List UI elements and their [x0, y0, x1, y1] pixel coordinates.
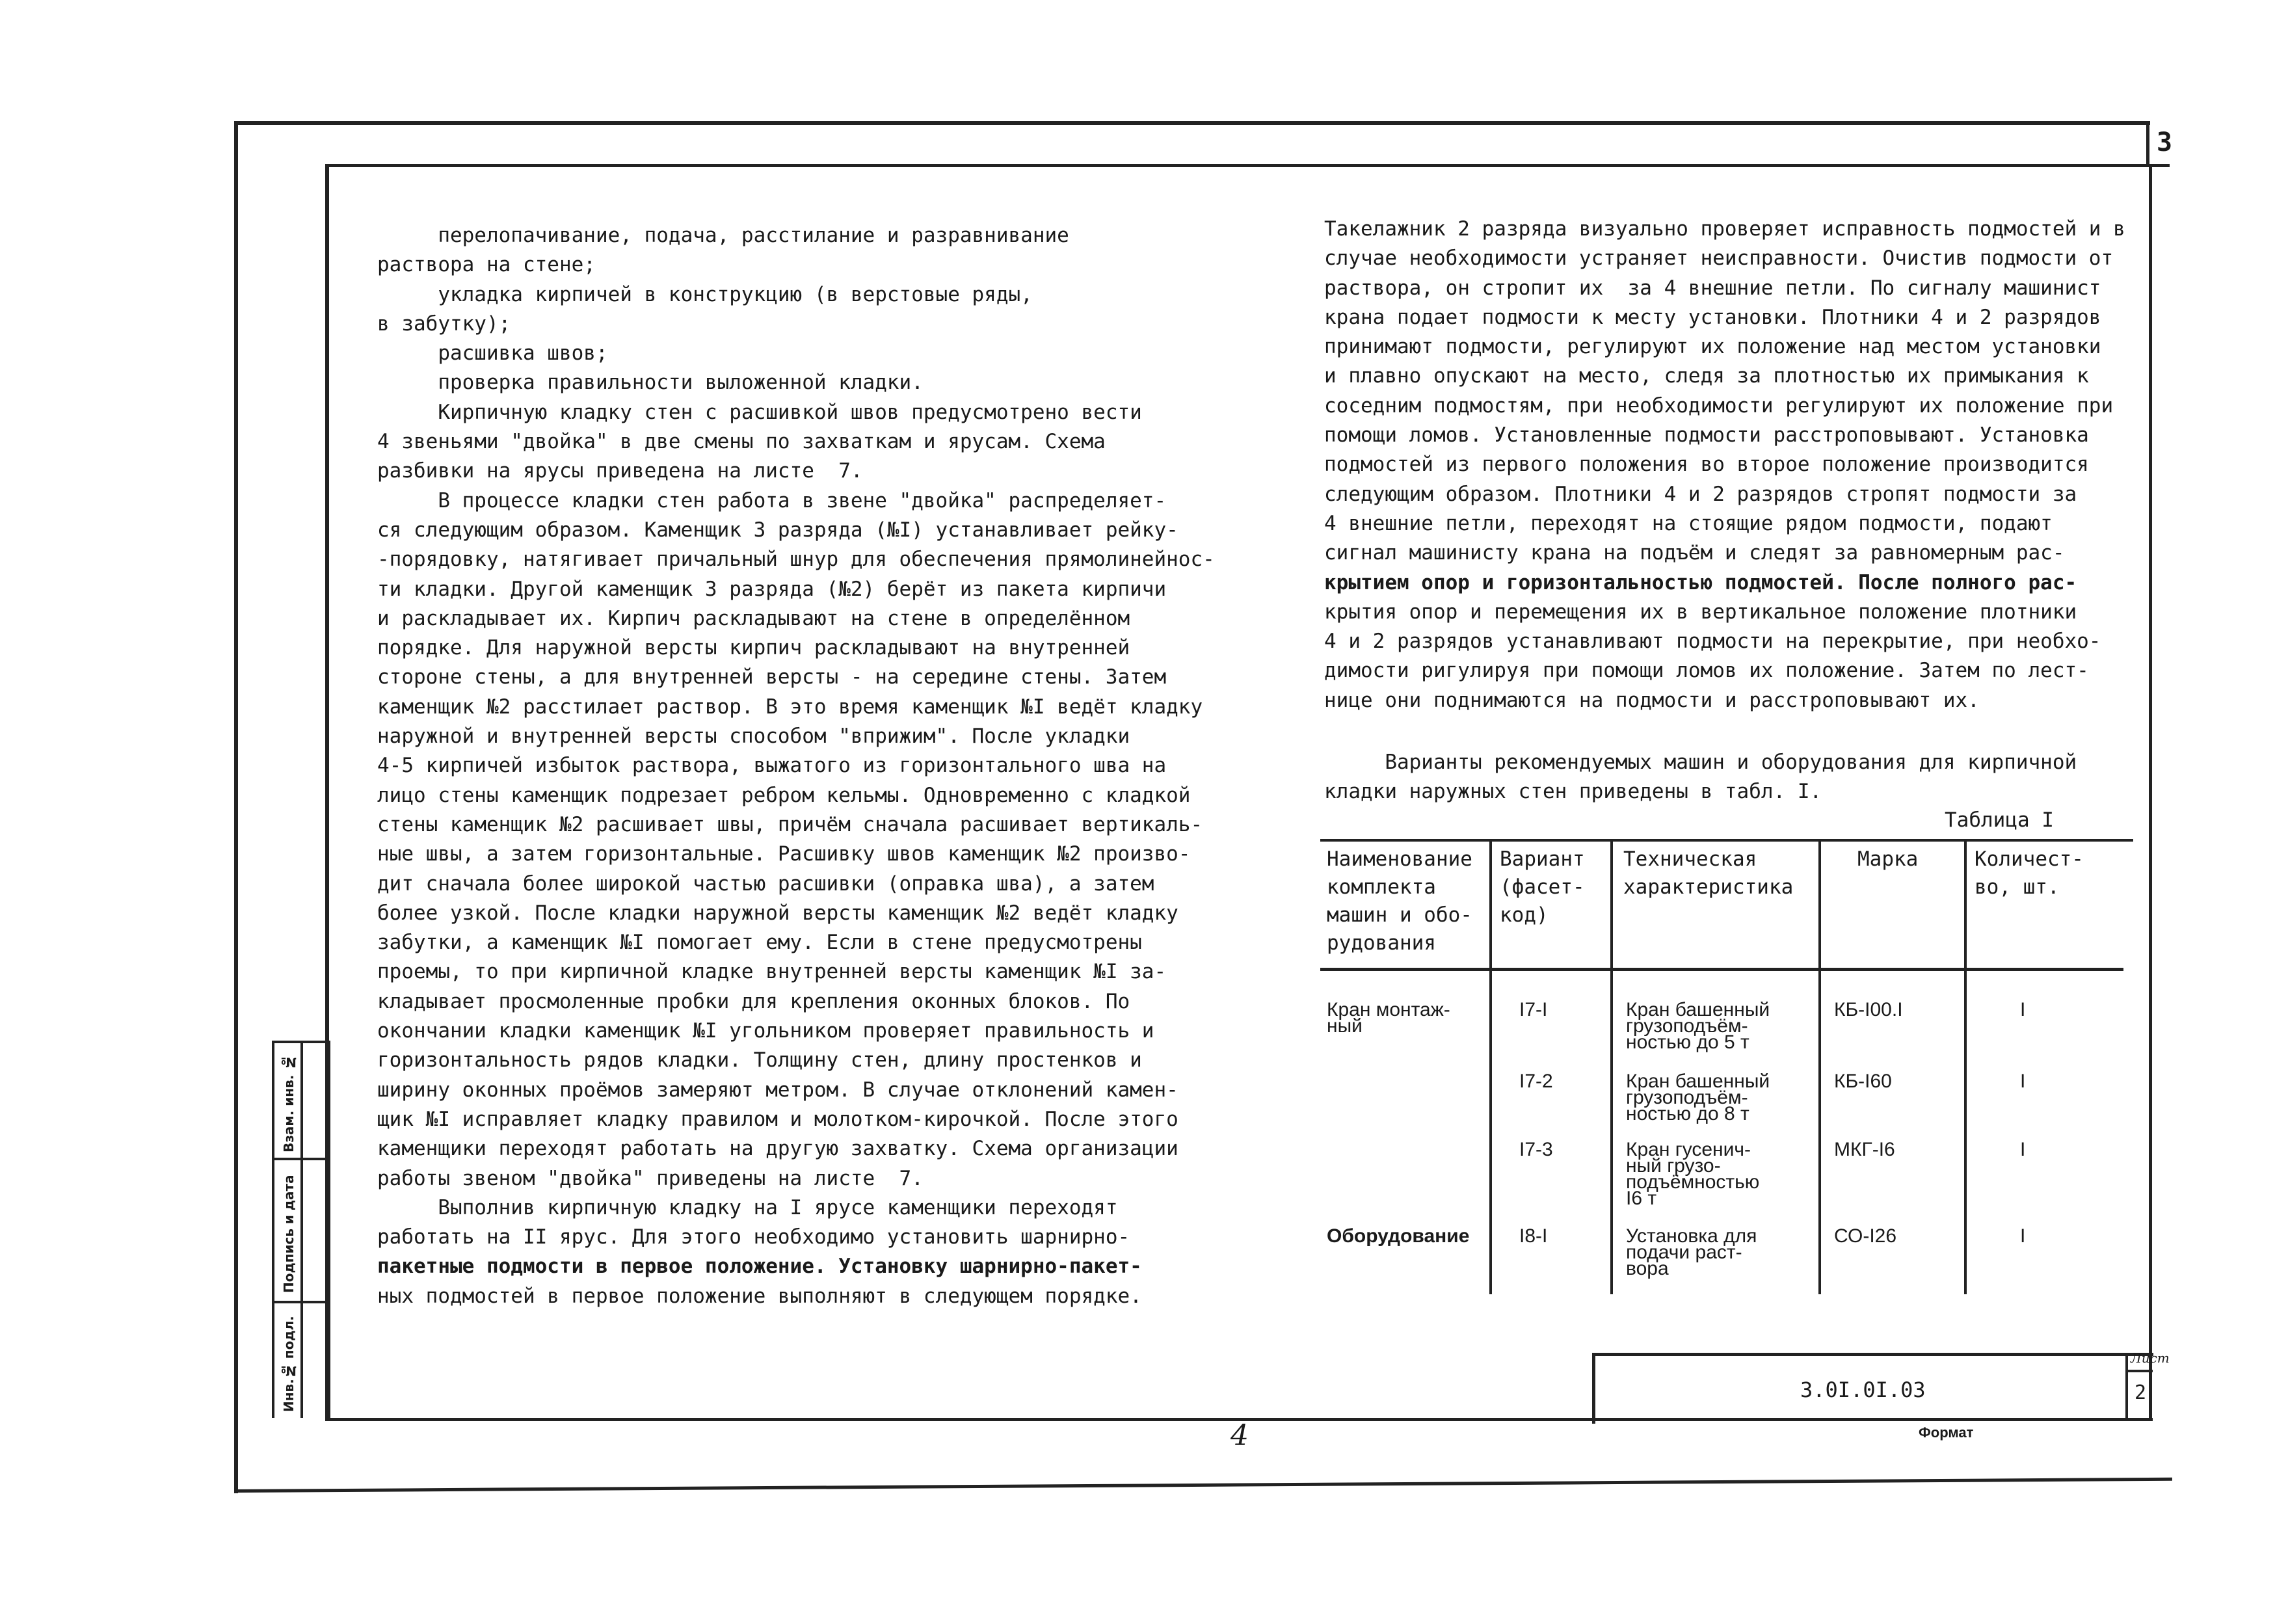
right-text-line: и плавно опускают на место, следя за плотностью их примыкания к	[1324, 364, 2089, 388]
table-cell-mark: СО-I26	[1834, 1225, 1897, 1247]
inner-frame-top	[325, 164, 2170, 167]
left-text-line: 4 звеньями "двойка" в две смены по захваткам и ярусам. Схема	[377, 430, 1106, 454]
right-text-line: 4 внешние петли, переходят на стоящие рядом подмости, подают	[1324, 511, 2053, 535]
left-text-line: работать на II ярус. Для этого необходимо установить шарнирно-	[377, 1225, 1130, 1249]
inner-frame-right	[2149, 164, 2152, 1420]
table-header-cell: Количест- во, шт.	[1975, 847, 2084, 899]
left-text-line: каменщик №2 расстилает раствор. В это время каменщик №I ведёт кладку	[377, 695, 1203, 719]
table-cell-spec: Кран гусенич- ный грузо- подъёмностью I6 т	[1626, 1139, 1760, 1209]
table-col-divider	[1964, 839, 1967, 1294]
left-text-line: окончании кладки каменщик №I угольником проверяет правильность и	[377, 1019, 1154, 1043]
table-cell-variant: I7-2	[1519, 1071, 1553, 1092]
table-cell-qty: I	[2020, 999, 2026, 1020]
table-col-divider	[1818, 839, 1821, 1294]
side-stamp-label: Взам. инв. №	[281, 1054, 297, 1153]
right-text-line: сигнал машинисту крана на подъём и следят за равномерным рас-	[1324, 541, 2065, 565]
outer-frame-bottom	[234, 1478, 2172, 1493]
right-text-line: димости ригулируя при помощи ломов их положение. Затем по лест-	[1324, 659, 2089, 683]
left-text-line: Выполнив кирпичную кладку на I ярусе каменщики переходят	[377, 1195, 1118, 1219]
outer-frame-top	[234, 121, 2150, 125]
table-intro-line: Варианты рекомендуемых машин и оборудования для кирпичной	[1324, 751, 2077, 775]
table-cell-mark: КБ-I60	[1834, 1071, 1892, 1092]
table-cell-variant: I7-I	[1519, 999, 1548, 1020]
table-cell-mark: МКГ-I6	[1834, 1139, 1895, 1160]
left-column-bold-line: пакетные подмости в первое положение. Установку шарнирно-пакет-	[377, 1255, 1142, 1279]
left-text-line: щик №I исправляет кладку правилом и молотком-кирочкой. После этого	[377, 1107, 1178, 1131]
table-cell-variant: I7-3	[1519, 1139, 1553, 1160]
left-text-line: раствора на стене;	[377, 253, 596, 277]
left-text-line: ширину оконных проёмов замеряют метром. В случае отклонений камен-	[377, 1078, 1178, 1102]
right-text-line: нице они поднимаются на подмости и расстроповывают их.	[1324, 688, 1980, 712]
table-header-cell: Наименование комплекта машин и обо- рудования	[1327, 847, 1472, 955]
right-text-line: Такелажник 2 разряда визуально проверяет исправность подмостей и в	[1324, 217, 2125, 241]
table-top-rule	[1320, 839, 2133, 842]
left-text-line: проверка правильности выложенной кладки.	[377, 371, 924, 395]
table-intro-line: кладки наружных стен приведены в табл. I.	[1324, 780, 1822, 804]
right-column-text	[1324, 215, 2144, 807]
side-stamp-cell	[274, 1301, 328, 1420]
right-text-line: крана подает подмости к месту установки. Плотники 4 и 2 разрядов	[1324, 305, 2101, 329]
right-text-line: случае необходимости устраняет неисправности. Очистив подмости от	[1324, 246, 2114, 271]
left-text-line: ные швы, а затем горизонтальные. Расшивку швов каменщик №2 произво-	[377, 842, 1191, 866]
side-stamp	[272, 1041, 330, 1418]
left-column-lines	[377, 221, 1249, 1252]
table-cell-mark: КБ-I00.I	[1834, 999, 1903, 1020]
left-text-line: 4-5 кирпичей избыток раствора, выжатого из горизонтального шва на	[377, 754, 1167, 778]
right-text-line: соседним подмостям, при необходимости регулируют их положение при	[1324, 393, 2114, 418]
handwritten-page-number: 4	[1230, 1419, 1249, 1452]
right-text-line: подмостей из первого положения во второе положение производится	[1324, 453, 2089, 477]
left-text-line: наружной и внутренней версты способом "вприжим". После укладки	[377, 725, 1130, 749]
outer-frame-left	[234, 121, 238, 1493]
table-intro	[1324, 748, 2144, 807]
side-stamp-cell	[274, 1041, 328, 1160]
table-cell-qty: I	[2020, 1071, 2026, 1092]
table-cell-group: Оборудование	[1327, 1225, 1470, 1247]
left-text-line: и раскладывает их. Кирпич раскладывают на стене в определённом	[377, 606, 1130, 630]
left-text-line: забутки, а каменщик №I помогает ему. Если в стене предусмотрены	[377, 931, 1142, 955]
left-text-line: работы звеном "двойка" приведены на листе 7.	[377, 1166, 924, 1190]
left-text-line: ся следующим образом. Каменщик 3 разряда (№I) устанавливает рейку-	[377, 518, 1178, 542]
left-column-last-line: ных подмостей в первое положение выполняют в следующем порядке.	[377, 1284, 1142, 1308]
document-code: 3.0I.0I.03	[1800, 1378, 1926, 1402]
corner-number: 3	[2157, 127, 2173, 157]
left-text-line: горизонтальность рядов кладки. Толщину стен, длину простенков и	[377, 1048, 1142, 1072]
left-text-line: Кирпичную кладку стен с расшивкой швов предусмотрено вести	[377, 400, 1142, 424]
right-column-lines	[1324, 215, 2144, 568]
table-cell-variant: I8-I	[1519, 1225, 1548, 1247]
left-text-line: стороне стены, а для внутренней версты - на середине стены. Затем	[377, 665, 1167, 689]
left-text-line: разбивки на ярусы приведена на листе 7.	[377, 459, 863, 483]
table-header-rule	[1320, 968, 2123, 971]
right-text-line: следующим образом. Плотники 4 и 2 разрядов стропят подмости за	[1324, 482, 2077, 506]
left-text-line: -порядовку, натягивает причальный шнур для обеспечения прямолинейнос-	[377, 548, 1215, 572]
left-text-line: в забутку);	[377, 312, 511, 336]
left-text-line: дит сначала более широкой частью расшивки (оправка шва), а затем	[377, 872, 1154, 896]
left-text-line: укладка кирпичей в конструкцию (в верстовые ряды,	[377, 282, 1033, 306]
right-text-line: помощи ломов. Установленные подмости расстроповывают. Установка	[1324, 423, 2089, 447]
table-header-cell: Вариант (фасет- код)	[1500, 847, 1585, 927]
sheet-label: Лист	[2131, 1350, 2170, 1366]
sheet-box-divider	[2125, 1370, 2153, 1372]
table-header-cell: Техническая характеристика	[1623, 847, 1794, 899]
left-text-line: расшивка швов;	[377, 341, 608, 366]
table-cell-group: Кран монтаж- ный	[1327, 999, 1450, 1037]
table-cell-qty: I	[2020, 1139, 2026, 1160]
sheet-number: 2	[2135, 1381, 2147, 1404]
left-text-line: более узкой. После кладки наружной версты каменщик №2 ведёт кладку	[377, 901, 1178, 925]
right-column-lines-after	[1324, 598, 2144, 715]
left-text-line: ти кладки. Другой каменщик 3 разряда (№2) берёт из пакета кирпичи	[377, 577, 1167, 601]
table-col-divider	[1489, 839, 1492, 1294]
left-text-line: стены каменщик №2 расшивает швы, причём сначала расшивает вертикаль-	[377, 812, 1203, 836]
table-cell-spec: Кран башенный грузоподъём- ностью до 5 т	[1626, 999, 1770, 1053]
table-caption: Таблица I	[1945, 808, 2054, 832]
table-col-divider	[1610, 839, 1613, 1294]
table-cell-spec: Установка для подачи раст- вора	[1626, 1225, 1757, 1279]
side-stamp-label: Инв.№ подл.	[281, 1316, 297, 1412]
left-text-line: В процессе кладки стен работа в звене "двойка" распределяет-	[377, 488, 1167, 512]
right-text-line: принимают подмости, регулируют их положение над местом установки	[1324, 335, 2101, 359]
right-text-line: 4 и 2 разрядов устанавливают подмости на перекрытие, при необхо-	[1324, 630, 2101, 654]
left-text-line: проемы, то при кирпичной кладке внутренней версты каменщик №I за-	[377, 960, 1167, 984]
right-text-line: раствора, он стропит их за 4 внешние петли. По сигналу машинист	[1324, 276, 2101, 300]
table-cell-qty: I	[2020, 1225, 2026, 1247]
table-header-cell: Марка	[1857, 847, 1919, 871]
left-column-text	[377, 221, 1249, 1311]
format-label: Формат	[1919, 1424, 1974, 1441]
left-text-line: порядке. Для наружной версты кирпич раскладывают на внутренней	[377, 636, 1130, 660]
right-text-line: крытия опор и перемещения их в вертикальное положение плотники	[1324, 600, 2077, 624]
side-stamp-label: Подпись и дата	[281, 1175, 297, 1293]
left-text-line: каменщики переходят работать на другую захватку. Схема организации	[377, 1137, 1178, 1161]
right-column-bold-line: крытием опор и горизонтальностью подмостей. После полного рас-	[1324, 570, 2077, 594]
side-stamp-cell	[274, 1158, 328, 1303]
left-text-line: лицо стены каменщик подрезает ребром кельмы. Одновременно с кладкой	[377, 783, 1191, 807]
left-text-line: кладывает просмоленные пробки для крепления оконных блоков. По	[377, 989, 1130, 1013]
table-cell-spec: Кран башенный грузоподъём- ностью до 8 т	[1626, 1071, 1770, 1125]
left-text-line: перелопачивание, подача, расстилание и разравнивание	[377, 224, 1069, 247]
